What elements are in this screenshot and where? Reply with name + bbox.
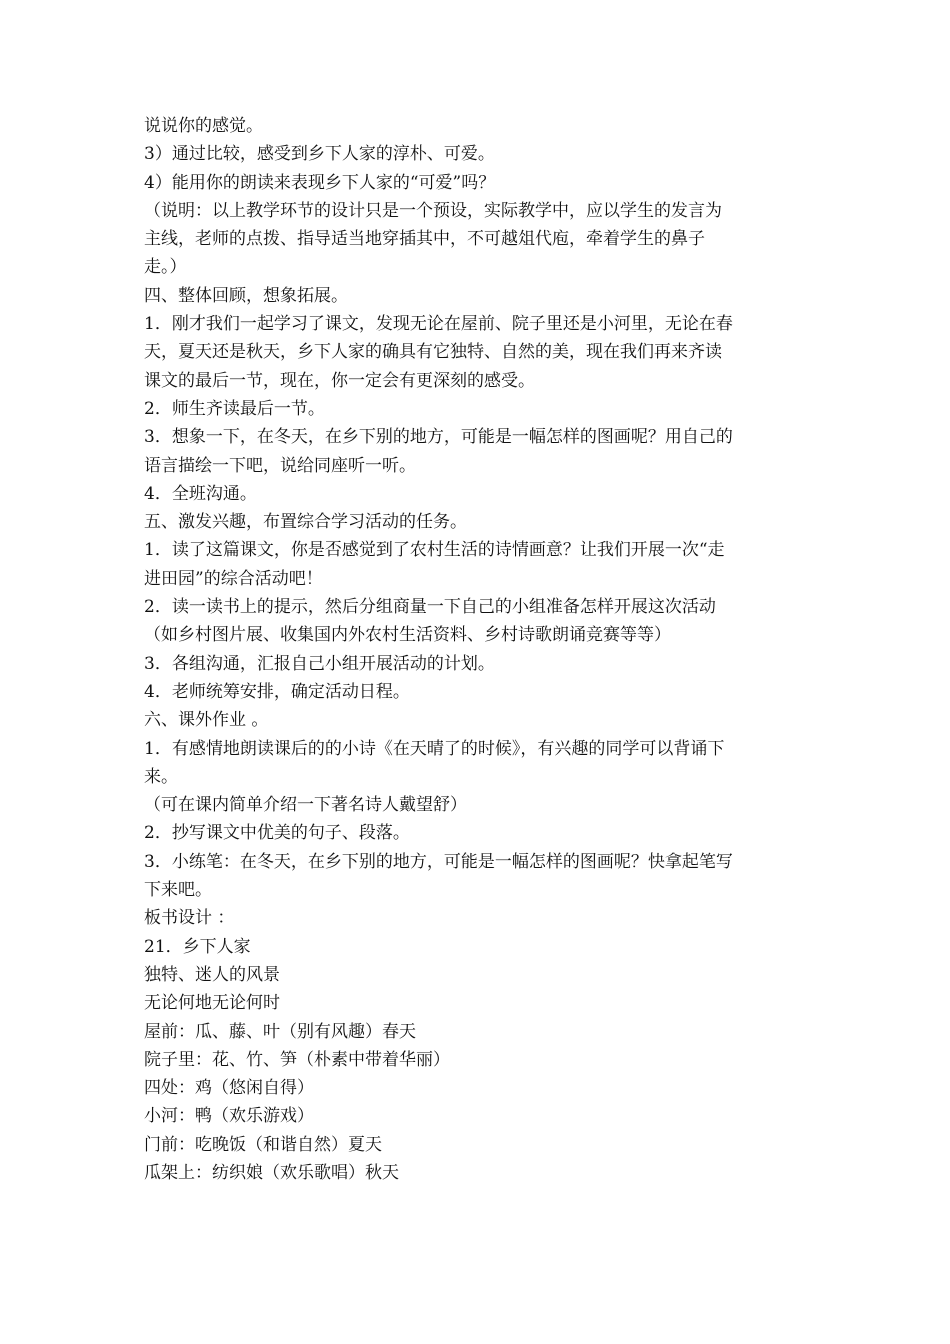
text-line: 3．各组沟通，汇报自己小组开展活动的计划。 [144, 653, 495, 674]
text-line: 下来吧。 [144, 880, 212, 901]
text-line: 课文的最后一节，现在，你一定会有更深刻的感受。 [144, 370, 535, 391]
blackboard-title: 21．乡下人家 [144, 936, 251, 957]
text-line: 4．全班沟通。 [144, 483, 257, 504]
text-line: 4．老师统筹安排，确定活动日程。 [144, 681, 410, 702]
text-line: 1．刚才我们一起学习了课文，发现无论在屋前、院子里还是小河里，无论在春 [144, 314, 733, 335]
text-line: 说说你的感觉。 [144, 116, 263, 136]
text-line: 1．读了这篇课文，你是否感觉到了农村生活的诗情画意？让我们开展一次“走 [144, 540, 725, 561]
text-line: 3．小练笔：在冬天，在乡下别的地方，可能是一幅怎样的图画呢？快拿起笔写 [144, 851, 733, 872]
text-line: 来。 [144, 766, 178, 787]
blackboard-line: 独特、迷人的风景 [144, 964, 280, 985]
text-line: 走。） [144, 257, 187, 278]
document-page [144, 112, 816, 1187]
text-line: 3）通过比较，感受到乡下人家的淳朴、可爱。 [144, 144, 495, 165]
text-line: 主线，老师的点拨、指导适当地穿插其中，不可越俎代庖，牵着学生的鼻子 [144, 229, 705, 250]
blackboard-line: 无论何地无论何时 [144, 993, 280, 1014]
text-line: 4）能用你的朗读来表现乡下人家的“可爱”吗？ [144, 172, 496, 193]
blackboard-line: 门前：吃晚饭（和谐自然）夏天 [144, 1134, 382, 1155]
text-line: （可在课内简单介绍一下著名诗人戴望舒） [144, 795, 467, 816]
text-line: （说明：以上教学环节的设计只是一个预设，实际教学中，应以学生的发言为 [144, 200, 722, 221]
section-heading: 板书设计 ： [144, 908, 235, 929]
text-line: 3．想象一下，在冬天，在乡下别的地方，可能是一幅怎样的图画呢？用自己的 [144, 427, 733, 448]
text-line: 天，夏天还是秋天，乡下人家的确具有它独特、自然的美，现在我们再来齐读 [144, 342, 722, 363]
text-line: （如乡村图片展、收集国内外农村生活资料、乡村诗歌朗诵竞赛等等） [144, 625, 671, 646]
blackboard-line: 四处：鸡（悠闲自得） [144, 1078, 314, 1099]
blackboard-line: 院子里：花、竹、笋（朴素中带着华丽） [144, 1049, 450, 1070]
text-line: 2．读一读书上的提示，然后分组商量一下自己的小组准备怎样开展这次活动 [144, 597, 716, 618]
section-heading: 五、激发兴趣，布置综合学习活动的任务。 [144, 512, 467, 533]
blackboard-line: 小河：鸭（欢乐游戏） [144, 1106, 314, 1127]
blackboard-line: 瓜架上：纺织娘（欢乐歌唱）秋天 [144, 1162, 399, 1183]
blackboard-line: 屋前：瓜、藤、叶（别有风趣）春天 [144, 1021, 416, 1042]
section-heading: 四、整体回顾，想象拓展。 [144, 285, 348, 306]
section-heading: 六、课外作业 。 [144, 710, 269, 731]
text-line: 2．抄写课文中优美的句子、段落。 [144, 823, 410, 844]
text-line: 2．师生齐读最后一节。 [144, 398, 325, 419]
text-line: 进田园”的综合活动吧！ [144, 568, 323, 589]
text-line: 语言描绘一下吧，说给同座听一听。 [144, 455, 416, 476]
text-line: 1．有感情地朗读课后的的小诗《在天晴了的时候》，有兴趣的同学可以背诵下 [144, 738, 725, 759]
